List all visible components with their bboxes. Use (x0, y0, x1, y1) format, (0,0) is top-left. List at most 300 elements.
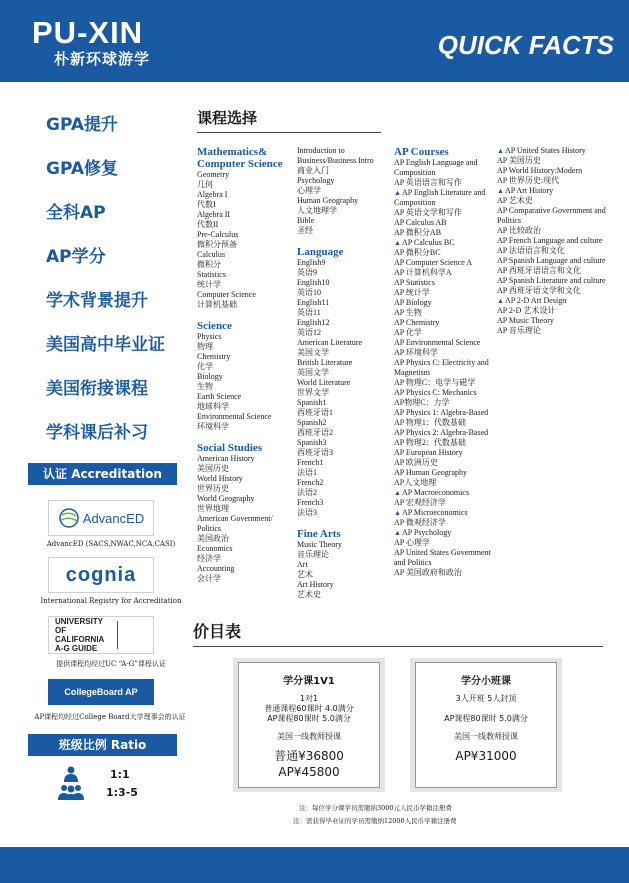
course-item-text: 英语10 (297, 288, 321, 297)
course-item (197, 180, 297, 190)
course-item (497, 306, 619, 316)
course-item-text: AP 心理学 (394, 538, 430, 547)
course-item (297, 216, 395, 226)
course-item-text: AP 西班牙语文学和文化 (497, 286, 581, 295)
course-item (394, 258, 496, 268)
course-item-text: AP United States History (504, 146, 586, 155)
course-item-text: AP Statistics (394, 278, 435, 287)
course-item (197, 392, 297, 402)
course-item (297, 146, 395, 166)
course-item-text: AP European History (394, 448, 463, 457)
course-item-text: AP 欧洲历史 (394, 458, 438, 467)
course-item-text: American Government/ Politics (197, 514, 273, 533)
ap-marker-icon: ▲ (497, 147, 504, 155)
course-item (197, 332, 297, 342)
pricing-line: 美国一线教师授课 (454, 732, 518, 741)
course-item-text: Music Theory (297, 540, 342, 549)
course-item (394, 548, 496, 568)
course-item-text: 英语9 (297, 268, 317, 277)
ap-marker-icon: ▲ (394, 489, 401, 497)
course-item (394, 308, 496, 318)
course-item (197, 504, 297, 514)
course-item-text: AP 音乐理论 (497, 326, 541, 335)
course-item (394, 178, 496, 188)
course-item (197, 210, 297, 220)
course-item-text: 法语2 (297, 488, 317, 497)
ap-marker-icon: ▲ (394, 509, 401, 517)
course-item (197, 382, 297, 392)
course-item (297, 288, 395, 298)
course-item (394, 328, 496, 338)
course-item (297, 570, 395, 580)
course-item-text: AP Physics C: Mechanics (394, 388, 477, 397)
course-item (394, 338, 496, 348)
course-item-text: 微积分 (197, 260, 221, 269)
course-item-text: 圣经 (297, 226, 313, 235)
course-item (297, 378, 395, 388)
course-item (197, 514, 297, 534)
course-item-text: AP Physics 2: Algebra-Based (394, 428, 489, 437)
course-item-text: Human Geography (297, 196, 359, 205)
feature-us-diploma: 美国高中毕业证 (46, 335, 165, 355)
course-item (297, 328, 395, 338)
course-item-text: Art (297, 560, 308, 569)
logo-sub-text: 朴新环球游学 (54, 50, 151, 68)
course-item (197, 484, 297, 494)
column-spacer (197, 310, 297, 320)
course-item-text: 生物 (197, 382, 213, 391)
course-item (197, 270, 297, 280)
course-item-text: Psychology (297, 176, 335, 185)
course-item-text: AP Environmental Science (394, 338, 481, 347)
cognia-logo-text: cognia (65, 563, 137, 586)
course-item-text: AP English Literature and Composition (394, 188, 486, 207)
course-item (497, 166, 619, 176)
course-item-text: 代数I (197, 200, 216, 209)
course-item (197, 422, 297, 432)
course-item (394, 488, 496, 498)
footer-bar (0, 847, 629, 883)
course-item-text: 艺术 (297, 570, 313, 579)
course-item (297, 166, 395, 176)
logo-main-text: PU-XIN (32, 15, 144, 50)
course-item (394, 438, 496, 448)
course-item-text: English10 (297, 278, 330, 287)
collegeboard-caption: AP课程均经过College Board大学理事会的认证 (34, 713, 186, 721)
course-item-text: AP Computer Science A (394, 258, 473, 267)
course-item (197, 362, 297, 372)
course-item-text: Geometry (197, 170, 229, 179)
course-item-text: AP 西班牙语语言和文化 (497, 266, 581, 275)
course-item-text: French1 (297, 458, 324, 467)
course-item-text: Biology (197, 372, 223, 381)
course-item-text: American Literature (297, 338, 363, 347)
course-item-text: AP English Language and Composition (394, 158, 478, 177)
feature-gpa-repair: GPA修复 (46, 159, 119, 179)
course-item (297, 348, 395, 358)
course-item-text: AP 世界历史:现代 (497, 176, 560, 185)
course-item (297, 488, 395, 498)
course-item (197, 260, 297, 270)
course-item-text: AP Psychology (401, 528, 452, 537)
course-item (197, 220, 297, 230)
course-item-text: Accounting (197, 564, 235, 573)
course-item-text: British Literature (297, 358, 353, 367)
pricing-title-rule (193, 646, 603, 647)
course-item-text: 计算机基础 (197, 300, 237, 309)
course-item-text: AP United States Government and Politics (394, 548, 491, 567)
pricing-line: AP课程80课时 5.0满分 (267, 714, 351, 723)
advanced-logo (48, 500, 154, 536)
advanced-logo-text: AdvancED (82, 510, 145, 526)
course-item-text: Economics (197, 544, 233, 553)
course-item (394, 458, 496, 468)
course-item-text: AP 2-D 艺术设计 (497, 306, 556, 315)
feature-full-ap: 全科AP (46, 203, 106, 223)
course-item-text: 化学 (197, 362, 213, 371)
course-item (297, 478, 395, 488)
course-item (497, 296, 619, 306)
course-item-text: English9 (297, 258, 326, 267)
course-item (197, 190, 297, 200)
column-spacer (197, 432, 297, 442)
course-item-text: 英国文学 (297, 368, 329, 377)
course-item-text: AP 2-D Art Design (504, 296, 567, 305)
course-item-text: English11 (297, 298, 330, 307)
course-category: AP Courses (394, 146, 449, 158)
course-item-text: AP Spanish Language and culture (497, 256, 606, 265)
course-item-text: Physics (197, 332, 222, 341)
course-item-text: AP Macroeconomics (401, 488, 469, 497)
course-item (394, 358, 496, 378)
course-item (297, 468, 395, 478)
course-item-text: AP Calculus BC (401, 238, 455, 247)
feature-academic-background: 学术背景提升 (46, 291, 148, 311)
course-item-text: AP Spanish Literature and culture (497, 276, 606, 285)
course-item (497, 146, 619, 156)
course-item (497, 236, 619, 246)
course-item (297, 508, 395, 518)
course-item (497, 176, 619, 186)
course-item-text: 几何 (197, 180, 213, 189)
pricing-box-title: 学分课1V1 (283, 676, 335, 687)
course-item (497, 246, 619, 256)
course-item (394, 468, 496, 478)
course-item-text: AP物理C：力学 (394, 398, 450, 407)
course-item-text: French2 (297, 478, 324, 487)
course-item-text: AP 宏观经济学 (394, 498, 446, 507)
course-item (197, 534, 297, 544)
course-item-text: 美国历史 (197, 464, 229, 473)
course-column-1 (197, 146, 297, 584)
course-item (297, 338, 395, 348)
course-item (297, 448, 395, 458)
course-item (394, 228, 496, 238)
course-item (497, 266, 619, 276)
course-item (297, 560, 395, 570)
cognia-caption: International Registry for Accreditation (40, 597, 182, 605)
course-item (297, 358, 395, 368)
course-item (197, 412, 297, 422)
course-item (197, 402, 297, 412)
ratio-bar: 班级比例 Ratio (28, 734, 177, 756)
course-item (497, 286, 619, 296)
course-item (394, 448, 496, 458)
course-item-text: AP World History:Modern (497, 166, 583, 175)
course-item-text: Bible (297, 216, 315, 225)
accreditation-bar: 认证 Accreditation (28, 463, 177, 485)
course-item (497, 256, 619, 266)
course-item (297, 540, 395, 550)
course-column-3 (394, 146, 496, 578)
pricing-line (416, 704, 556, 714)
pricing-line: AP课程80课时 5.0满分 (444, 714, 528, 723)
course-item (394, 498, 496, 508)
course-item-text: AP 物理1：代数基础 (394, 418, 466, 427)
course-item-text: Introduction to Business/Business Intro (297, 146, 374, 165)
course-item (497, 226, 619, 236)
course-item-text: 艺术史 (297, 590, 321, 599)
ap-marker-icon: ▲ (394, 189, 401, 197)
course-item (497, 186, 619, 196)
course-item (394, 518, 496, 528)
course-item (197, 464, 297, 474)
course-item-text: Spanish1 (297, 398, 327, 407)
course-item-text: 音乐理论 (297, 550, 329, 559)
course-item-text: Pre-Calculus (197, 230, 239, 239)
course-item (197, 342, 297, 352)
ap-marker-icon: ▲ (394, 529, 401, 537)
course-item-text: 环境科学 (197, 422, 229, 431)
pricing-box-group (415, 662, 557, 788)
course-item (394, 288, 496, 298)
course-item-text: AP 法语语言和文化 (497, 246, 565, 255)
course-item-text: 英语11 (297, 308, 321, 317)
course-item-text: 物理 (197, 342, 213, 351)
course-item-text: Statistics (197, 270, 226, 279)
feature-gpa-improve: GPA提升 (46, 115, 119, 135)
course-item-text: AP 微积分BC (394, 248, 441, 257)
course-item (197, 240, 297, 250)
course-item-text: AP Art History (504, 186, 554, 195)
course-item-text: 经济学 (197, 554, 221, 563)
course-item-text: English12 (297, 318, 330, 327)
course-item-text: 人文地理学 (297, 206, 337, 215)
course-item (394, 418, 496, 428)
course-item (297, 438, 395, 448)
course-item-text: 法语3 (297, 508, 317, 517)
feature-tutoring: 学科课后补习 (46, 423, 148, 443)
course-item (197, 170, 297, 180)
course-item-text: Algebra II (197, 210, 231, 219)
course-item (297, 206, 395, 216)
course-item-text: AP 英语文学和写作 (394, 208, 462, 217)
column-spacer (297, 236, 395, 246)
course-item (297, 226, 395, 236)
course-item (197, 544, 297, 554)
pricing-note: 注：每位学分课学员需缴纳3000元人民币学籍注册费 (299, 804, 453, 812)
course-item (297, 368, 395, 378)
course-item (394, 278, 496, 288)
course-item (497, 206, 619, 226)
course-item (197, 564, 297, 574)
pricing-title: 价目表 (193, 622, 242, 641)
course-item (497, 326, 619, 336)
course-item (197, 300, 297, 310)
course-item-text: AP 美国政府和政治 (394, 568, 462, 577)
course-item (297, 278, 395, 288)
course-item-text: Environmental Science (197, 412, 272, 421)
collegeboard-logo (48, 679, 154, 705)
course-item (297, 176, 395, 186)
course-item (394, 408, 496, 418)
course-item-text: 心理学 (297, 186, 321, 195)
course-item-text: World History (197, 474, 243, 483)
course-item (297, 268, 395, 278)
course-item-text: 会计学 (197, 574, 221, 583)
price-standard: 普通¥36800 (274, 749, 344, 763)
course-item-text: 美国文学 (297, 348, 329, 357)
course-item-text: 商业入门 (297, 166, 329, 175)
course-item (394, 398, 496, 408)
course-item (297, 590, 395, 600)
courses-title: 课程选择 (197, 109, 258, 127)
course-item-text: AP Music Theory (497, 316, 554, 325)
course-item (297, 258, 395, 268)
cognia-logo (48, 557, 154, 593)
course-item (297, 196, 395, 206)
course-item (394, 348, 496, 358)
course-item-text: 西班牙语3 (297, 448, 333, 457)
ap-marker-icon: ▲ (497, 187, 504, 195)
course-item-text: Art History (297, 580, 334, 589)
course-item (297, 298, 395, 308)
course-item (197, 250, 297, 260)
course-item (197, 290, 297, 300)
course-item-text: 西班牙语2 (297, 428, 333, 437)
group-icon (58, 784, 84, 804)
course-item (394, 238, 496, 248)
feature-ap-credit: AP学分 (46, 247, 106, 267)
course-item (197, 494, 297, 504)
puxin-logo (32, 16, 167, 70)
course-item (394, 318, 496, 328)
course-item (497, 196, 619, 206)
course-category: Mathematics& Computer Science (197, 146, 283, 170)
course-item-text: 世界地理 (197, 504, 229, 513)
course-item-text: AP 化学 (394, 328, 422, 337)
course-item-text: American History (197, 454, 255, 463)
course-item-text: French3 (297, 498, 324, 507)
course-item-text: AP Calculus AB (394, 218, 447, 227)
course-item-text: 世界历史 (197, 484, 229, 493)
logo-divider (117, 621, 118, 649)
course-item-text: AP 统计学 (394, 288, 430, 297)
ratio-small-class: 1:3-5 (106, 786, 138, 799)
pricing-note: 注：需获得毕业证的学员需缴纳12000人民币学籍注册费 (293, 817, 457, 825)
pricing-line: 3人开班 5人封顶 (455, 694, 517, 703)
course-item (394, 188, 496, 208)
course-item-text: Spanish2 (297, 418, 327, 427)
globe-icon (58, 507, 80, 529)
course-item (497, 156, 619, 166)
course-item-text: 英语12 (297, 328, 321, 337)
course-item (394, 218, 496, 228)
course-item-text: Spanish3 (297, 438, 327, 447)
course-item (394, 298, 496, 308)
course-item (497, 276, 619, 286)
course-item-text: 西班牙语1 (297, 408, 333, 417)
course-item-text: AP 艺术史 (497, 196, 533, 205)
course-item-text: AP Physics C: Electricity and Magnetism (394, 358, 489, 377)
course-item (394, 478, 496, 488)
course-item-text: 地球科学 (197, 402, 229, 411)
course-item-text: AP 计算机科学A (394, 268, 452, 277)
course-item (197, 554, 297, 564)
course-item-text: AP 美国历史 (497, 156, 541, 165)
course-item (394, 388, 496, 398)
course-item (297, 418, 395, 428)
uc-ag-logo-text: UNIVERSITY OF CALIFORNIA A-G GUIDE (55, 617, 105, 653)
ratio-one-on-one: 1:1 (110, 768, 130, 781)
course-item-text: AP French Language and culture (497, 236, 603, 245)
course-item (297, 408, 395, 418)
course-item (297, 388, 395, 398)
course-column-4 (497, 146, 619, 336)
course-item (297, 580, 395, 590)
course-item (297, 398, 395, 408)
course-item (394, 568, 496, 578)
course-item-text: AP 英语语言和写作 (394, 178, 462, 187)
pricing-line: 普通课程60课时 4.0满分 (264, 704, 354, 713)
course-item-text: AP Chemistry (394, 318, 440, 327)
pricing-line (416, 724, 556, 732)
course-item (197, 352, 297, 362)
course-item-text: AP 生物 (394, 308, 422, 317)
single-person-icon (62, 766, 80, 786)
course-item-text: AP人文地理 (394, 478, 437, 487)
course-item-text: 微积分预备 (197, 240, 237, 249)
course-column-2 (297, 146, 395, 600)
course-category: Language (297, 246, 344, 258)
course-item-text: 世界文学 (297, 388, 329, 397)
pricing-box-title: 学分小班课 (461, 676, 511, 687)
course-item (297, 186, 395, 196)
course-item-text: AP 微观经济学 (394, 518, 446, 527)
pricing-box-1v1 (238, 662, 380, 788)
course-category: Science (197, 320, 232, 332)
course-item-text: Algebra I (197, 190, 228, 199)
course-item-text: AP 物理2：代数基础 (394, 438, 466, 447)
course-item-text: AP 物理C：电学与磁学 (394, 378, 476, 387)
course-item (394, 508, 496, 518)
course-item (197, 200, 297, 210)
course-category: Fine Arts (297, 528, 341, 540)
price-ap: AP¥45800 (278, 765, 340, 779)
course-category: Social Studies (197, 442, 263, 454)
course-item-text: Calculus (197, 250, 225, 259)
course-item-text: 统计学 (197, 280, 221, 289)
ap-marker-icon: ▲ (394, 239, 401, 247)
course-item-text: 代数II (197, 220, 219, 229)
course-item (197, 372, 297, 382)
course-item (197, 474, 297, 484)
course-item-text: 法语1 (297, 468, 317, 477)
course-item-text: AP 环境科学 (394, 348, 438, 357)
uc-ag-logo (48, 616, 154, 654)
course-item (497, 316, 619, 326)
course-item (394, 538, 496, 548)
